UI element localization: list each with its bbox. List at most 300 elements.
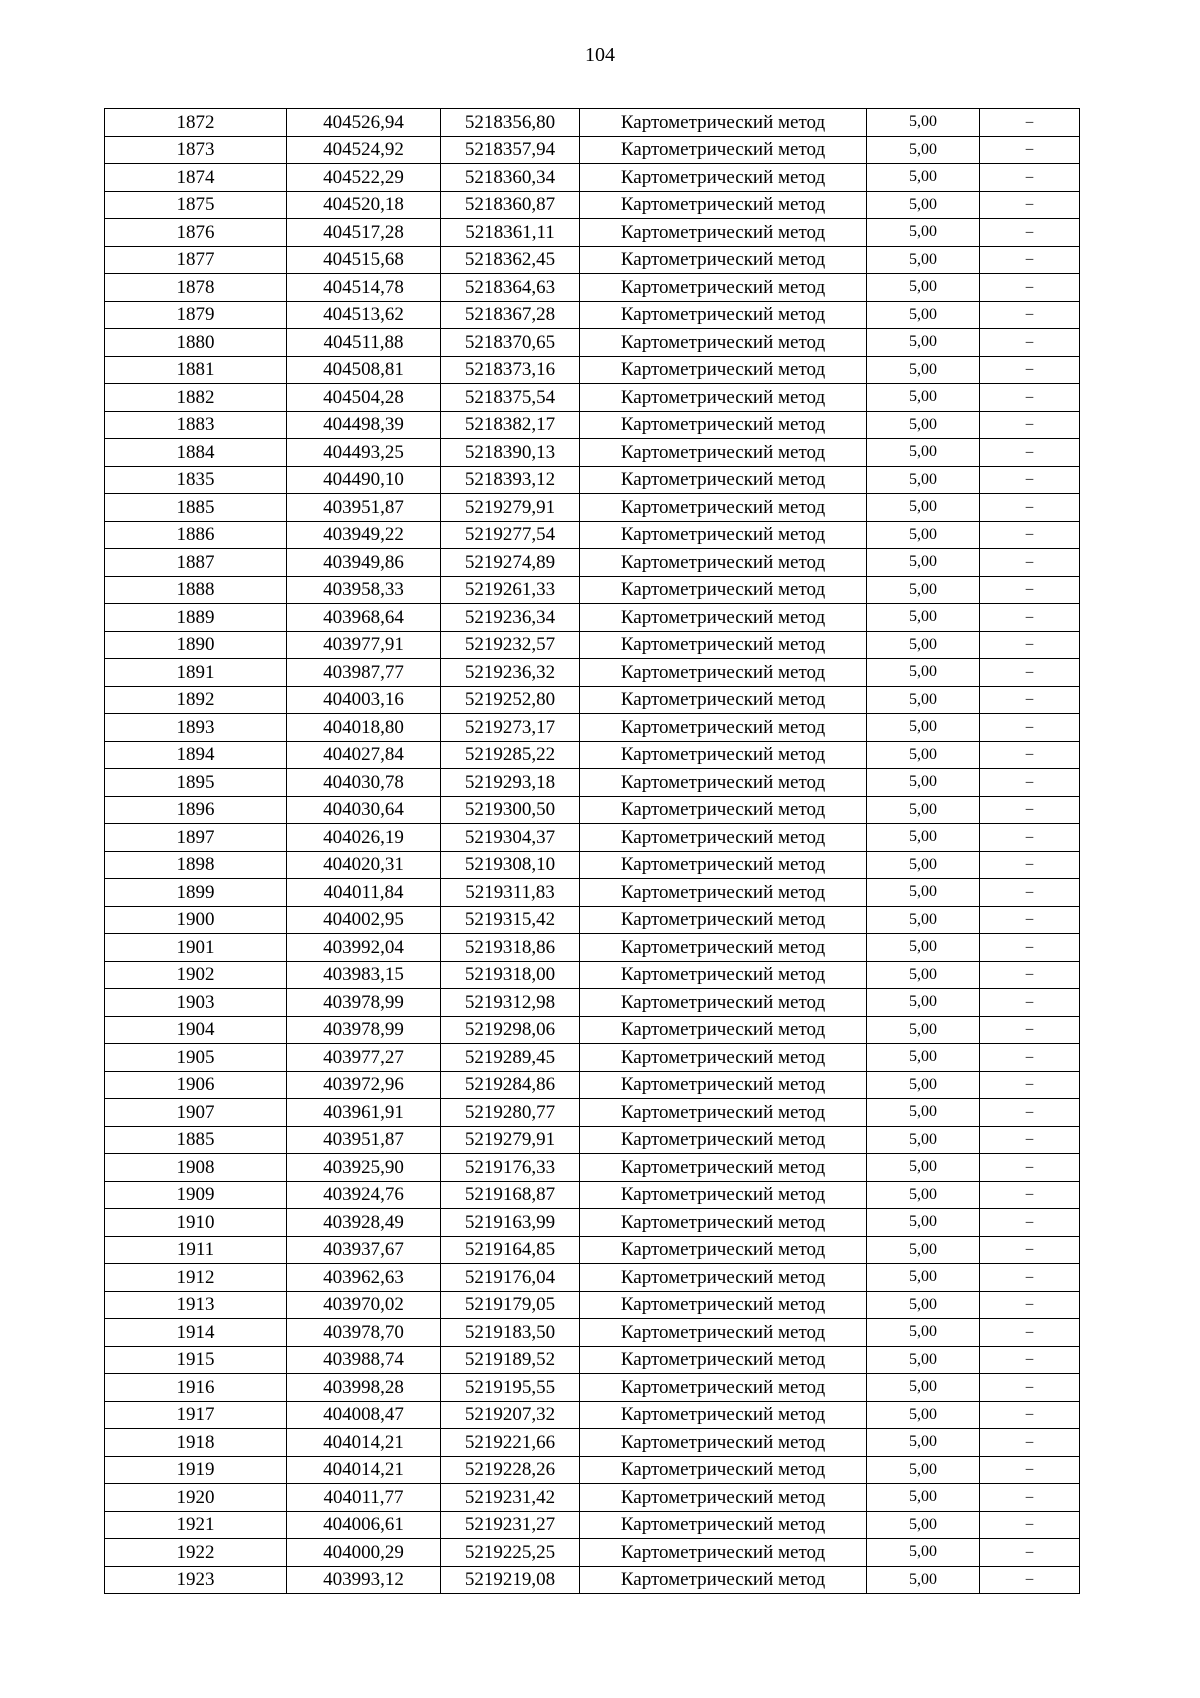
- x-coordinate-cell: 404000,29: [287, 1539, 441, 1567]
- point-number-cell: 1911: [105, 1236, 287, 1264]
- accuracy-cell: 5,00: [867, 879, 980, 907]
- note-cell: –: [980, 411, 1080, 439]
- table-row: [105, 1374, 1080, 1402]
- accuracy-cell: 5,00: [867, 301, 980, 329]
- point-number-cell: 1904: [105, 1016, 287, 1044]
- x-coordinate-cell: 404003,16: [287, 686, 441, 714]
- method-cell: Картометрический метод: [580, 659, 867, 687]
- method-cell: Картометрический метод: [580, 686, 867, 714]
- method-cell: Картометрический метод: [580, 796, 867, 824]
- accuracy-cell: 5,00: [867, 411, 980, 439]
- point-number-cell: 1874: [105, 164, 287, 192]
- accuracy-cell: 5,00: [867, 1456, 980, 1484]
- method-cell: Картометрический метод: [580, 1539, 867, 1567]
- table-row: [105, 576, 1080, 604]
- method-cell: Картометрический метод: [580, 191, 867, 219]
- y-coordinate-cell: 5219318,86: [441, 934, 580, 962]
- note-cell: –: [980, 1099, 1080, 1127]
- accuracy-cell: 5,00: [867, 1071, 980, 1099]
- y-coordinate-cell: 5218390,13: [441, 439, 580, 467]
- method-cell: Картометрический метод: [580, 576, 867, 604]
- table-row: [105, 356, 1080, 384]
- accuracy-cell: 5,00: [867, 659, 980, 687]
- method-cell: Картометрический метод: [580, 1484, 867, 1512]
- point-number-cell: 1880: [105, 329, 287, 357]
- note-cell: –: [980, 1181, 1080, 1209]
- method-cell: Картометрический метод: [580, 136, 867, 164]
- note-cell: –: [980, 1264, 1080, 1292]
- y-coordinate-cell: 5219221,66: [441, 1429, 580, 1457]
- y-coordinate-cell: 5219219,08: [441, 1566, 580, 1594]
- table-row: [105, 384, 1080, 412]
- note-cell: –: [980, 1346, 1080, 1374]
- accuracy-cell: 5,00: [867, 1374, 980, 1402]
- coordinates-table: [104, 108, 1080, 1594]
- table-row: [105, 301, 1080, 329]
- x-coordinate-cell: 404011,84: [287, 879, 441, 907]
- point-number-cell: 1917: [105, 1401, 287, 1429]
- table-row: [105, 659, 1080, 687]
- table-row: [105, 164, 1080, 192]
- x-coordinate-cell: 404520,18: [287, 191, 441, 219]
- point-number-cell: 1873: [105, 136, 287, 164]
- x-coordinate-cell: 404526,94: [287, 109, 441, 137]
- y-coordinate-cell: 5219284,86: [441, 1071, 580, 1099]
- x-coordinate-cell: 403972,96: [287, 1071, 441, 1099]
- method-cell: Картометрический метод: [580, 356, 867, 384]
- method-cell: Картометрический метод: [580, 1154, 867, 1182]
- note-cell: –: [980, 1401, 1080, 1429]
- table-row: [105, 1566, 1080, 1594]
- note-cell: –: [980, 1071, 1080, 1099]
- point-number-cell: 1890: [105, 631, 287, 659]
- accuracy-cell: 5,00: [867, 1236, 980, 1264]
- accuracy-cell: 5,00: [867, 1401, 980, 1429]
- note-cell: –: [980, 686, 1080, 714]
- table-row: [105, 769, 1080, 797]
- y-coordinate-cell: 5219289,45: [441, 1044, 580, 1072]
- y-coordinate-cell: 5218360,87: [441, 191, 580, 219]
- point-number-cell: 1887: [105, 549, 287, 577]
- x-coordinate-cell: 404511,88: [287, 329, 441, 357]
- method-cell: Картометрический метод: [580, 1236, 867, 1264]
- point-number-cell: 1923: [105, 1566, 287, 1594]
- accuracy-cell: 5,00: [867, 1099, 980, 1127]
- point-number-cell: 1875: [105, 191, 287, 219]
- x-coordinate-cell: 403958,33: [287, 576, 441, 604]
- table-row: [105, 246, 1080, 274]
- accuracy-cell: 5,00: [867, 329, 980, 357]
- table-row: [105, 1099, 1080, 1127]
- x-coordinate-cell: 403968,64: [287, 604, 441, 632]
- point-number-cell: 1835: [105, 466, 287, 494]
- note-cell: –: [980, 1456, 1080, 1484]
- y-coordinate-cell: 5219232,57: [441, 631, 580, 659]
- note-cell: –: [980, 1319, 1080, 1347]
- x-coordinate-cell: 404524,92: [287, 136, 441, 164]
- point-number-cell: 1885: [105, 494, 287, 522]
- method-cell: Картометрический метод: [580, 1264, 867, 1292]
- accuracy-cell: 5,00: [867, 714, 980, 742]
- y-coordinate-cell: 5219189,52: [441, 1346, 580, 1374]
- y-coordinate-cell: 5219261,33: [441, 576, 580, 604]
- point-number-cell: 1896: [105, 796, 287, 824]
- point-number-cell: 1918: [105, 1429, 287, 1457]
- point-number-cell: 1919: [105, 1456, 287, 1484]
- note-cell: –: [980, 1511, 1080, 1539]
- point-number-cell: 1889: [105, 604, 287, 632]
- y-coordinate-cell: 5219176,04: [441, 1264, 580, 1292]
- y-coordinate-cell: 5219280,77: [441, 1099, 580, 1127]
- accuracy-cell: 5,00: [867, 1346, 980, 1374]
- accuracy-cell: 5,00: [867, 1319, 980, 1347]
- y-coordinate-cell: 5219163,99: [441, 1209, 580, 1237]
- accuracy-cell: 5,00: [867, 1209, 980, 1237]
- x-coordinate-cell: 404514,78: [287, 274, 441, 302]
- accuracy-cell: 5,00: [867, 1429, 980, 1457]
- y-coordinate-cell: 5218373,16: [441, 356, 580, 384]
- note-cell: –: [980, 521, 1080, 549]
- note-cell: –: [980, 934, 1080, 962]
- method-cell: Картометрический метод: [580, 934, 867, 962]
- x-coordinate-cell: 403978,99: [287, 989, 441, 1017]
- y-coordinate-cell: 5219300,50: [441, 796, 580, 824]
- method-cell: Картометрический метод: [580, 851, 867, 879]
- y-coordinate-cell: 5219274,89: [441, 549, 580, 577]
- coordinates-table-body: [105, 109, 1080, 1594]
- point-number-cell: 1891: [105, 659, 287, 687]
- table-row: [105, 714, 1080, 742]
- y-coordinate-cell: 5219164,85: [441, 1236, 580, 1264]
- table-row: [105, 961, 1080, 989]
- method-cell: Картометрический метод: [580, 301, 867, 329]
- y-coordinate-cell: 5218362,45: [441, 246, 580, 274]
- note-cell: –: [980, 1154, 1080, 1182]
- x-coordinate-cell: 404027,84: [287, 741, 441, 769]
- note-cell: –: [980, 301, 1080, 329]
- method-cell: Картометрический метод: [580, 1071, 867, 1099]
- table-row: [105, 604, 1080, 632]
- accuracy-cell: 5,00: [867, 1044, 980, 1072]
- method-cell: Картометрический метод: [580, 631, 867, 659]
- y-coordinate-cell: 5219168,87: [441, 1181, 580, 1209]
- x-coordinate-cell: 404515,68: [287, 246, 441, 274]
- point-number-cell: 1901: [105, 934, 287, 962]
- note-cell: –: [980, 1209, 1080, 1237]
- x-coordinate-cell: 403998,28: [287, 1374, 441, 1402]
- note-cell: –: [980, 1566, 1080, 1594]
- y-coordinate-cell: 5219273,17: [441, 714, 580, 742]
- point-number-cell: 1921: [105, 1511, 287, 1539]
- accuracy-cell: 5,00: [867, 494, 980, 522]
- table-row: [105, 934, 1080, 962]
- accuracy-cell: 5,00: [867, 741, 980, 769]
- x-coordinate-cell: 403961,91: [287, 1099, 441, 1127]
- note-cell: –: [980, 246, 1080, 274]
- accuracy-cell: 5,00: [867, 1016, 980, 1044]
- table-row: [105, 329, 1080, 357]
- point-number-cell: 1909: [105, 1181, 287, 1209]
- method-cell: Картометрический метод: [580, 494, 867, 522]
- method-cell: Картометрический метод: [580, 741, 867, 769]
- point-number-cell: 1888: [105, 576, 287, 604]
- method-cell: Картометрический метод: [580, 1566, 867, 1594]
- x-coordinate-cell: 404018,80: [287, 714, 441, 742]
- y-coordinate-cell: 5219183,50: [441, 1319, 580, 1347]
- x-coordinate-cell: 404522,29: [287, 164, 441, 192]
- table-row: [105, 741, 1080, 769]
- note-cell: –: [980, 164, 1080, 192]
- note-cell: –: [980, 576, 1080, 604]
- method-cell: Картометрический метод: [580, 1291, 867, 1319]
- accuracy-cell: 5,00: [867, 1154, 980, 1182]
- accuracy-cell: 5,00: [867, 439, 980, 467]
- point-number-cell: 1878: [105, 274, 287, 302]
- x-coordinate-cell: 404002,95: [287, 906, 441, 934]
- point-number-cell: 1892: [105, 686, 287, 714]
- x-coordinate-cell: 404026,19: [287, 824, 441, 852]
- y-coordinate-cell: 5219311,83: [441, 879, 580, 907]
- method-cell: Картометрический метод: [580, 109, 867, 137]
- note-cell: –: [980, 136, 1080, 164]
- table-row: [105, 136, 1080, 164]
- x-coordinate-cell: 403977,27: [287, 1044, 441, 1072]
- y-coordinate-cell: 5219207,32: [441, 1401, 580, 1429]
- note-cell: –: [980, 1374, 1080, 1402]
- x-coordinate-cell: 404513,62: [287, 301, 441, 329]
- y-coordinate-cell: 5218375,54: [441, 384, 580, 412]
- y-coordinate-cell: 5219293,18: [441, 769, 580, 797]
- y-coordinate-cell: 5219304,37: [441, 824, 580, 852]
- table-row: [105, 796, 1080, 824]
- table-row: [105, 631, 1080, 659]
- method-cell: Картометрический метод: [580, 1181, 867, 1209]
- method-cell: Картометрический метод: [580, 329, 867, 357]
- accuracy-cell: 5,00: [867, 824, 980, 852]
- point-number-cell: 1913: [105, 1291, 287, 1319]
- method-cell: Картометрический метод: [580, 1319, 867, 1347]
- method-cell: Картометрический метод: [580, 1374, 867, 1402]
- accuracy-cell: 5,00: [867, 1484, 980, 1512]
- table-row: [105, 1346, 1080, 1374]
- table-row: [105, 219, 1080, 247]
- table-row: [105, 1429, 1080, 1457]
- x-coordinate-cell: 404011,77: [287, 1484, 441, 1512]
- note-cell: –: [980, 1236, 1080, 1264]
- method-cell: Картометрический метод: [580, 1126, 867, 1154]
- method-cell: Картометрический метод: [580, 384, 867, 412]
- point-number-cell: 1877: [105, 246, 287, 274]
- accuracy-cell: 5,00: [867, 686, 980, 714]
- method-cell: Картометрический метод: [580, 769, 867, 797]
- point-number-cell: 1893: [105, 714, 287, 742]
- y-coordinate-cell: 5219277,54: [441, 521, 580, 549]
- accuracy-cell: 5,00: [867, 851, 980, 879]
- x-coordinate-cell: 404030,64: [287, 796, 441, 824]
- note-cell: –: [980, 824, 1080, 852]
- note-cell: –: [980, 384, 1080, 412]
- x-coordinate-cell: 404014,21: [287, 1429, 441, 1457]
- x-coordinate-cell: 404498,39: [287, 411, 441, 439]
- table-row: [105, 1539, 1080, 1567]
- x-coordinate-cell: 403992,04: [287, 934, 441, 962]
- table-row: [105, 1209, 1080, 1237]
- accuracy-cell: 5,00: [867, 384, 980, 412]
- point-number-cell: 1899: [105, 879, 287, 907]
- x-coordinate-cell: 403983,15: [287, 961, 441, 989]
- y-coordinate-cell: 5218361,11: [441, 219, 580, 247]
- point-number-cell: 1882: [105, 384, 287, 412]
- note-cell: –: [980, 1291, 1080, 1319]
- y-coordinate-cell: 5218357,94: [441, 136, 580, 164]
- note-cell: –: [980, 1126, 1080, 1154]
- table-row: [105, 549, 1080, 577]
- point-number-cell: 1905: [105, 1044, 287, 1072]
- note-cell: –: [980, 796, 1080, 824]
- y-coordinate-cell: 5218360,34: [441, 164, 580, 192]
- y-coordinate-cell: 5219279,91: [441, 494, 580, 522]
- note-cell: –: [980, 714, 1080, 742]
- y-coordinate-cell: 5219298,06: [441, 1016, 580, 1044]
- method-cell: Картометрический метод: [580, 961, 867, 989]
- x-coordinate-cell: 404008,47: [287, 1401, 441, 1429]
- y-coordinate-cell: 5219228,26: [441, 1456, 580, 1484]
- table-row: [105, 1291, 1080, 1319]
- table-row: [105, 1154, 1080, 1182]
- y-coordinate-cell: 5218382,17: [441, 411, 580, 439]
- method-cell: Картометрический метод: [580, 164, 867, 192]
- table-row: [105, 521, 1080, 549]
- x-coordinate-cell: 403949,86: [287, 549, 441, 577]
- method-cell: Картометрический метод: [580, 246, 867, 274]
- x-coordinate-cell: 403987,77: [287, 659, 441, 687]
- accuracy-cell: 5,00: [867, 521, 980, 549]
- table-row: [105, 494, 1080, 522]
- point-number-cell: 1902: [105, 961, 287, 989]
- table-row: [105, 411, 1080, 439]
- x-coordinate-cell: 404490,10: [287, 466, 441, 494]
- accuracy-cell: 5,00: [867, 934, 980, 962]
- y-coordinate-cell: 5219231,42: [441, 1484, 580, 1512]
- accuracy-cell: 5,00: [867, 219, 980, 247]
- point-number-cell: 1897: [105, 824, 287, 852]
- x-coordinate-cell: 404020,31: [287, 851, 441, 879]
- method-cell: Картометрический метод: [580, 439, 867, 467]
- note-cell: –: [980, 439, 1080, 467]
- table-row: [105, 824, 1080, 852]
- x-coordinate-cell: 403978,99: [287, 1016, 441, 1044]
- method-cell: Картометрический метод: [580, 1209, 867, 1237]
- accuracy-cell: 5,00: [867, 549, 980, 577]
- point-number-cell: 1895: [105, 769, 287, 797]
- note-cell: –: [980, 631, 1080, 659]
- y-coordinate-cell: 5219236,34: [441, 604, 580, 632]
- point-number-cell: 1884: [105, 439, 287, 467]
- y-coordinate-cell: 5219179,05: [441, 1291, 580, 1319]
- point-number-cell: 1915: [105, 1346, 287, 1374]
- table-row: [105, 1456, 1080, 1484]
- y-coordinate-cell: 5218356,80: [441, 109, 580, 137]
- accuracy-cell: 5,00: [867, 1511, 980, 1539]
- method-cell: Картометрический метод: [580, 714, 867, 742]
- point-number-cell: 1910: [105, 1209, 287, 1237]
- note-cell: –: [980, 906, 1080, 934]
- note-cell: –: [980, 604, 1080, 632]
- method-cell: Картометрический метод: [580, 1016, 867, 1044]
- point-number-cell: 1879: [105, 301, 287, 329]
- table-row: [105, 274, 1080, 302]
- y-coordinate-cell: 5219195,55: [441, 1374, 580, 1402]
- accuracy-cell: 5,00: [867, 631, 980, 659]
- note-cell: –: [980, 109, 1080, 137]
- accuracy-cell: 5,00: [867, 576, 980, 604]
- note-cell: –: [980, 466, 1080, 494]
- note-cell: –: [980, 494, 1080, 522]
- table-row: [105, 879, 1080, 907]
- y-coordinate-cell: 5219176,33: [441, 1154, 580, 1182]
- table-row: [105, 1484, 1080, 1512]
- table-row: [105, 1071, 1080, 1099]
- x-coordinate-cell: 403970,02: [287, 1291, 441, 1319]
- x-coordinate-cell: 403951,87: [287, 1126, 441, 1154]
- method-cell: Картометрический метод: [580, 411, 867, 439]
- x-coordinate-cell: 403977,91: [287, 631, 441, 659]
- note-cell: –: [980, 356, 1080, 384]
- method-cell: Картометрический метод: [580, 1511, 867, 1539]
- method-cell: Картометрический метод: [580, 1044, 867, 1072]
- note-cell: –: [980, 274, 1080, 302]
- x-coordinate-cell: 403962,63: [287, 1264, 441, 1292]
- x-coordinate-cell: 403988,74: [287, 1346, 441, 1374]
- point-number-cell: 1881: [105, 356, 287, 384]
- accuracy-cell: 5,00: [867, 356, 980, 384]
- note-cell: –: [980, 1484, 1080, 1512]
- point-number-cell: 1908: [105, 1154, 287, 1182]
- note-cell: –: [980, 741, 1080, 769]
- y-coordinate-cell: 5219231,27: [441, 1511, 580, 1539]
- table-row: [105, 439, 1080, 467]
- y-coordinate-cell: 5219308,10: [441, 851, 580, 879]
- note-cell: –: [980, 879, 1080, 907]
- x-coordinate-cell: 403937,67: [287, 1236, 441, 1264]
- method-cell: Картометрический метод: [580, 879, 867, 907]
- accuracy-cell: 5,00: [867, 136, 980, 164]
- accuracy-cell: 5,00: [867, 1566, 980, 1594]
- accuracy-cell: 5,00: [867, 466, 980, 494]
- table-row: [105, 686, 1080, 714]
- table-row: [105, 989, 1080, 1017]
- table-row: [105, 1236, 1080, 1264]
- point-number-cell: 1912: [105, 1264, 287, 1292]
- method-cell: Картометрический метод: [580, 274, 867, 302]
- accuracy-cell: 5,00: [867, 796, 980, 824]
- x-coordinate-cell: 403928,49: [287, 1209, 441, 1237]
- accuracy-cell: 5,00: [867, 1126, 980, 1154]
- table-row: [105, 906, 1080, 934]
- note-cell: –: [980, 1044, 1080, 1072]
- point-number-cell: 1876: [105, 219, 287, 247]
- y-coordinate-cell: 5218367,28: [441, 301, 580, 329]
- table-row: [105, 1319, 1080, 1347]
- x-coordinate-cell: 404030,78: [287, 769, 441, 797]
- accuracy-cell: 5,00: [867, 164, 980, 192]
- note-cell: –: [980, 961, 1080, 989]
- table-row: [105, 466, 1080, 494]
- x-coordinate-cell: 404508,81: [287, 356, 441, 384]
- point-number-cell: 1922: [105, 1539, 287, 1567]
- point-number-cell: 1886: [105, 521, 287, 549]
- note-cell: –: [980, 989, 1080, 1017]
